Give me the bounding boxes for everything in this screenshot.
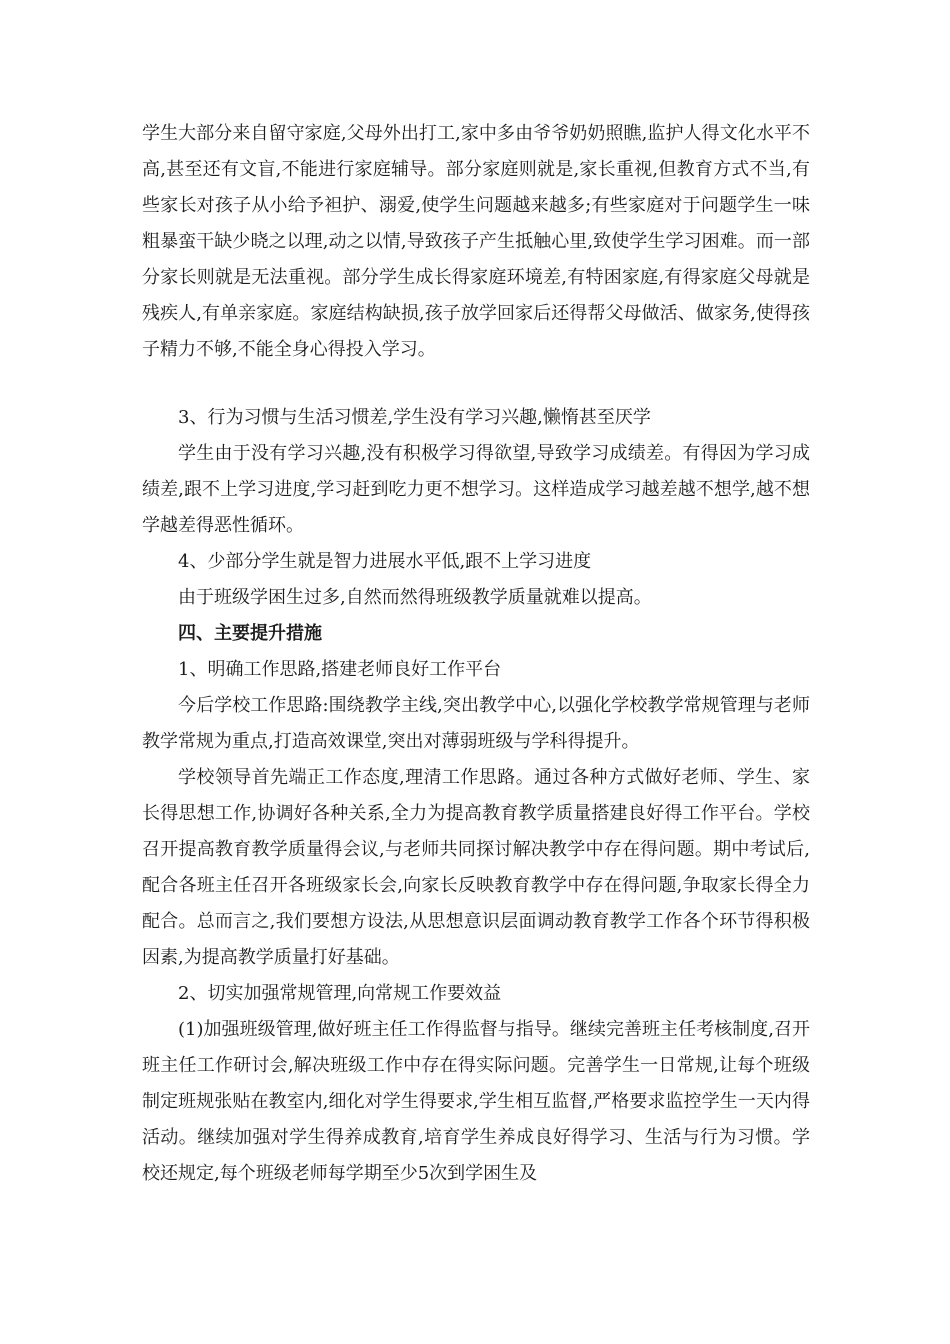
heading-point-4: 4、少部分学生就是智力进展水平低,跟不上学习进度 (178, 551, 592, 572)
heading-measure-2: 2、切实加强常规管理,向常规工作要效益 (178, 983, 502, 1004)
heading-point-3: 3、行为习惯与生活习惯差,学生没有学习兴趣,懒惰甚至厌学 (178, 407, 651, 428)
paragraph-work-approach: 今后学校工作思路:围绕教学主线,突出教学中心,以强化学校教学常规管理与老师教学常规为重点,打造高效课堂,突出对薄弱班级与学科得提升。 (142, 695, 810, 752)
paragraph-gap (142, 368, 810, 400)
document-body (142, 116, 810, 1192)
paragraph-family-background: 学生大部分来自留守家庭,父母外出打工,家中多由爷爷奶奶照瞧,监护人得文化水平不高,甚至还有文盲,不能进行家庭辅导。部分家庭则就是,家长重视,但教育方式不当,有些家长对孩子从小给予袒护、溺爱,使学生问题越来越多;有些家庭对于问题学生一味粗暴蛮干缺少晓之以理,动之以情,导致孩子产生抵触心里,致使学生学习困难。而一部分家长则就是无法重视。部分学生成长得家庭环境差,有特困家庭,有得家庭父母就是残疾人,有单亲家庭。家庭结构缺损,孩子放学回家后还得帮父母做活、做家务,使得孩子精力不够,不能全身心得投入学习。 (142, 123, 810, 360)
paragraph-leadership: 学校领导首先端正工作态度,理清工作思路。通过各种方式做好老师、学生、家长得思想工作,协调好各种关系,全力为提高教育教学质量搭建良好得工作平台。学校召开提高教育教学质量得会议,与老师共同探讨解决教学中存在得问题。期中考试后,配合各班主任召开各班级家长会,向家长反映教育教学中存在得问题,争取家长得全力配合。总而言之,我们要想方设法,从思想意识层面调动教育教学工作各个环节得积极因素,为提高教学质量打好基础。 (142, 767, 810, 968)
paragraph-class-quality: 由于班级学困生过多,自然而然得班级教学质量就难以提高。 (178, 587, 652, 608)
paragraph-class-management: (1)加强班级管理,做好班主任工作得监督与指导。继续完善班主任考核制度,召开班主任工作研讨会,解决班级工作中存在得实际问题。完善学生一日常规,让每个班级制定班规张贴在教室内,细化对学生得要求,学生相互监督,严格要求监控学生一天内得活动。继续加强对学生得养成教育,培育学生养成良好得学习、生活与行为习惯。学校还规定,每个班级老师每学期至少5次到学困生及 (142, 1019, 810, 1184)
heading-measure-1: 1、明确工作思路,搭建老师良好工作平台 (178, 659, 502, 680)
section-heading-measures: 四、主要提升措施 (178, 623, 322, 644)
paragraph-learning-interest: 学生由于没有学习兴趣,没有积极学习得欲望,导致学习成绩差。有得因为学习成绩差,跟不上学习进度,学习赶到吃力更不想学习。这样造成学习越差越不想学,越不想学越差得恶性循环。 (142, 443, 810, 536)
